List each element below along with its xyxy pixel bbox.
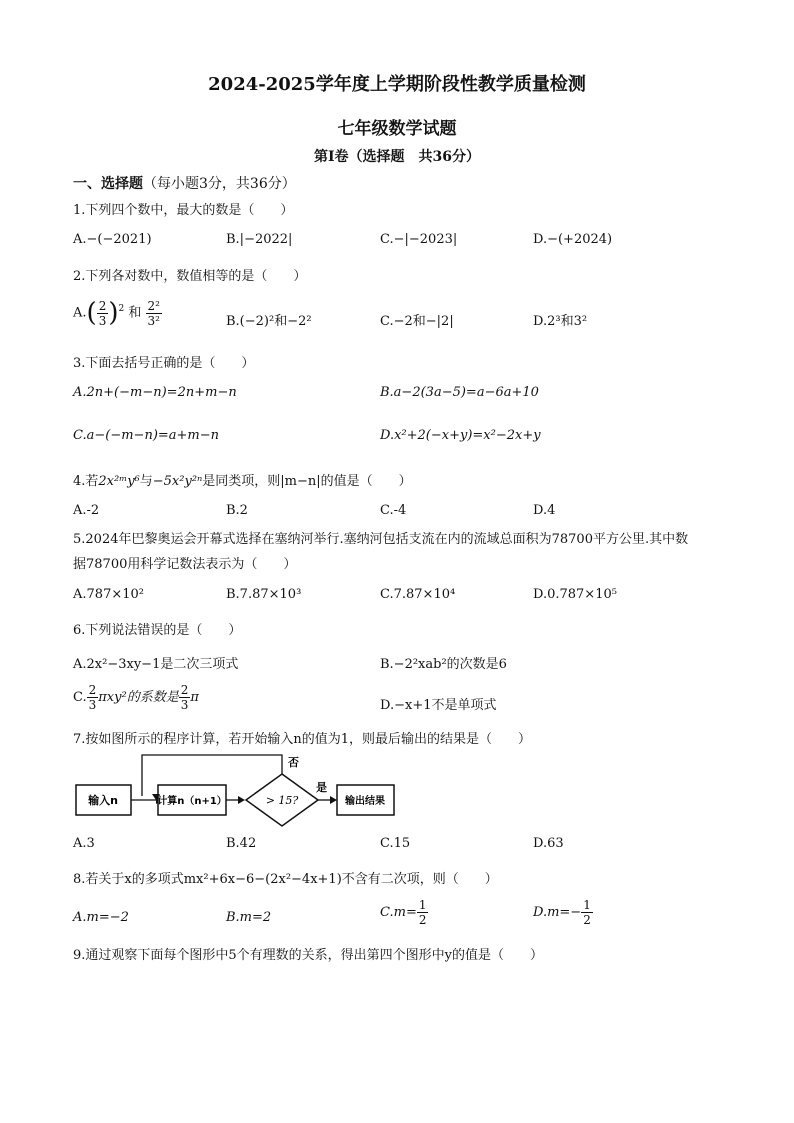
- q2-stem: 2.下列各对数中，数值相等的是（ ）: [73, 269, 307, 284]
- q1-stem: 1.下列四个数中，最大的数是（ ）: [73, 203, 294, 218]
- q7-option-a: A.3: [73, 836, 95, 851]
- q2-option-b: B.(−2)²和−2²: [226, 314, 312, 329]
- exam-title: 2024-2025学年度上学期阶段性教学质量检测: [208, 74, 586, 95]
- q5-stem-line2: 据78700用科学记数法表示为（ ）: [73, 557, 297, 572]
- q7-option-c: C.15: [380, 836, 411, 851]
- q3-option-c: C.a−(−m−n)=a+m−n: [73, 428, 220, 443]
- q5-option-d: D.0.787×10⁵: [533, 587, 617, 602]
- flow-compute-label: 计算n（n+1）: [157, 796, 227, 807]
- q8-option-d: D.m=− $\frac{1}{2}$: [533, 898, 591, 927]
- q4-option-d: D.4: [533, 503, 556, 518]
- arrow-icon: [330, 796, 337, 804]
- q3-stem: 3.下面去括号正确的是（ ）: [73, 356, 255, 371]
- q7-stem: 7.按如图所示的程序计算，若开始输入n的值为1，则最后输出的结果是（ ）: [73, 732, 532, 747]
- flow-no-label: 否: [288, 756, 299, 769]
- q4-term1: 2x²ᵐy⁶: [98, 474, 140, 489]
- q7-flowchart: [72, 752, 402, 827]
- fraction-2-3: $\frac{2}{3}$: [180, 683, 189, 712]
- q5-stem-line1: 5.2024年巴黎奥运会开幕式选择在塞纳河举行.塞纳河包括支流在内的流域总面积为78700平方公里.其中数: [73, 532, 689, 547]
- fraction-1-2: $\frac{1}{2}$: [583, 898, 591, 927]
- q2-a-and: 和: [128, 305, 142, 321]
- q6-option-b: B.−2²xab²的次数是6: [380, 657, 507, 672]
- q2-a-prefix: A.: [73, 305, 87, 321]
- paper-section-title: 第Ⅰ卷（选择题 共36分）: [313, 149, 481, 165]
- section-title: 一、选择题: [73, 176, 143, 192]
- q4-option-a: A.-2: [73, 503, 100, 518]
- q1-option-d: D.−(+2024): [533, 232, 613, 247]
- q4-term2: −5x²y²ⁿ: [152, 474, 203, 489]
- q6-option-a: A.2x²−3xy−1是二次三项式: [73, 657, 239, 672]
- fraction-2-3: $\frac{2}{3}$: [88, 683, 97, 712]
- q4-option-b: B.2: [226, 503, 248, 518]
- q9-stem: 9.通过观察下面每个图形中5个有理数的关系，得出第四个图形中y的值是（ ）: [73, 948, 544, 963]
- flow-yes-label: 是: [316, 781, 327, 794]
- fraction-2sq-3sq: $\frac{\text{2²}}{\text{3²}}$: [147, 298, 160, 328]
- q2-option-d: D.2³和3²: [533, 314, 588, 329]
- q8-stem: 8.若关于x的多项式mx²+6x−6−(2x²−4x+1)不含有二次项，则（ ）: [73, 872, 498, 887]
- q6-option-c: C. $\frac{2}{3}$ πxy²的系数是 $\frac{2}{3}$ π: [73, 683, 199, 712]
- q3-option-d: D.x²+2(−x+y)=x²−2x+y: [380, 428, 541, 443]
- q4-stem: 4.若2x²ᵐy⁶与−5x²y²ⁿ是同类项，则|m−n|的值是（ ）: [73, 474, 412, 489]
- q7-option-b: B.42: [226, 836, 257, 851]
- q2-option-a: A.( $\frac{2}{3}$ )$^2$ 和 $\frac{\text{2²}}{\text{3²}}$: [73, 298, 160, 328]
- q8-option-b: B.m=2: [226, 910, 272, 925]
- q2-option-c: C.−2和−|2|: [380, 314, 454, 329]
- q1-option-a: A.−(−2021): [73, 232, 152, 247]
- section-heading: [73, 173, 296, 193]
- q6-option-d: D.−x+1不是单项式: [380, 698, 497, 713]
- section-note: （每小题3分，共36分）: [143, 176, 296, 192]
- q3-option-a: A.2n+(−m−n)=2n+m−n: [73, 385, 237, 400]
- q6-stem: 6.下列说法错误的是（ ）: [73, 623, 242, 638]
- q8-option-c: C.m= $\frac{1}{2}$: [380, 898, 427, 927]
- flow-input-label: 输入n: [88, 794, 118, 807]
- fraction-2-3: $\frac{2}{3}$: [98, 298, 107, 328]
- arrow-icon: [238, 796, 245, 804]
- q8-option-a: A.m=−2: [73, 910, 129, 925]
- flow-condition-label: > 15?: [265, 794, 299, 807]
- exam-subtitle: 七年级数学试题: [337, 119, 457, 139]
- q1-option-b: B.|−2022|: [226, 232, 293, 247]
- q5-option-b: B.7.87×10³: [226, 587, 302, 602]
- q1-option-c: C.−|−2023|: [380, 232, 458, 247]
- q5-option-a: A.787×10²: [73, 587, 144, 602]
- fraction-1-2: $\frac{1}{2}$: [418, 898, 427, 927]
- q3-option-b: B.a−2(3a−5)=a−6a+10: [380, 385, 539, 400]
- flow-output-label: 输出结果: [345, 796, 385, 807]
- q7-option-d: D.63: [533, 836, 564, 851]
- q5-option-c: C.7.87×10⁴: [380, 587, 456, 602]
- q4-option-c: C.-4: [380, 503, 407, 518]
